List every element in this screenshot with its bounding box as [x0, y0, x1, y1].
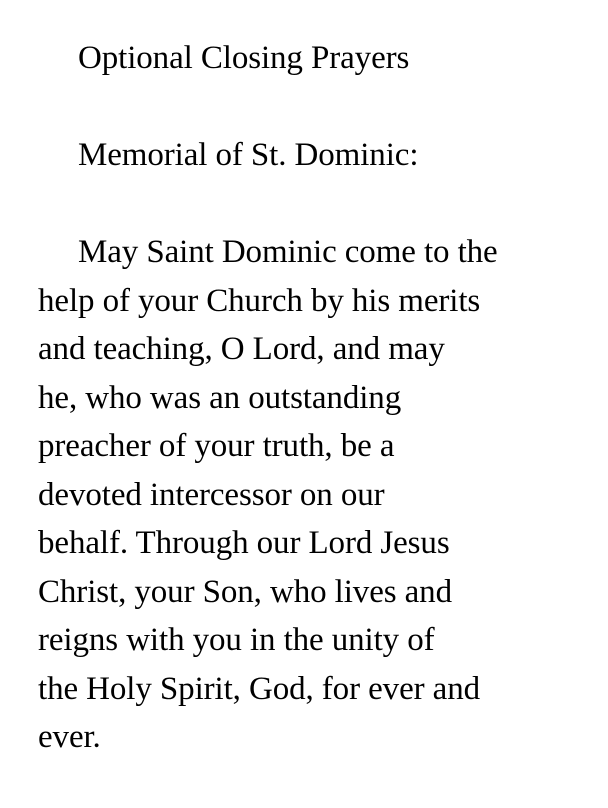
prayer-line: he, who was an outstanding [38, 379, 402, 416]
prayer-paragraph [38, 228, 578, 762]
document-heading: Optional Closing Prayers [78, 40, 410, 76]
prayer-line: May Saint Dominic come to the [78, 234, 498, 270]
prayer-line: the Holy Spirit, God, for ever and [38, 670, 481, 707]
memorial-subheading: Memorial of St. Dominic: [78, 137, 419, 173]
prayer-line: Christ, your Son, who lives and [38, 573, 452, 610]
prayer-line: devoted intercessor on our [38, 476, 385, 513]
prayer-line: help of your Church by his merits [38, 282, 481, 319]
prayer-line: ever. [38, 719, 101, 755]
prayer-line: preacher of your truth, be a [38, 428, 395, 464]
prayer-line: behalf. Through our Lord Jesus [38, 525, 450, 561]
document-page [38, 34, 578, 762]
prayer-line: reigns with you in the unity of [38, 622, 435, 658]
prayer-line: and teaching, O Lord, and may [38, 331, 445, 367]
